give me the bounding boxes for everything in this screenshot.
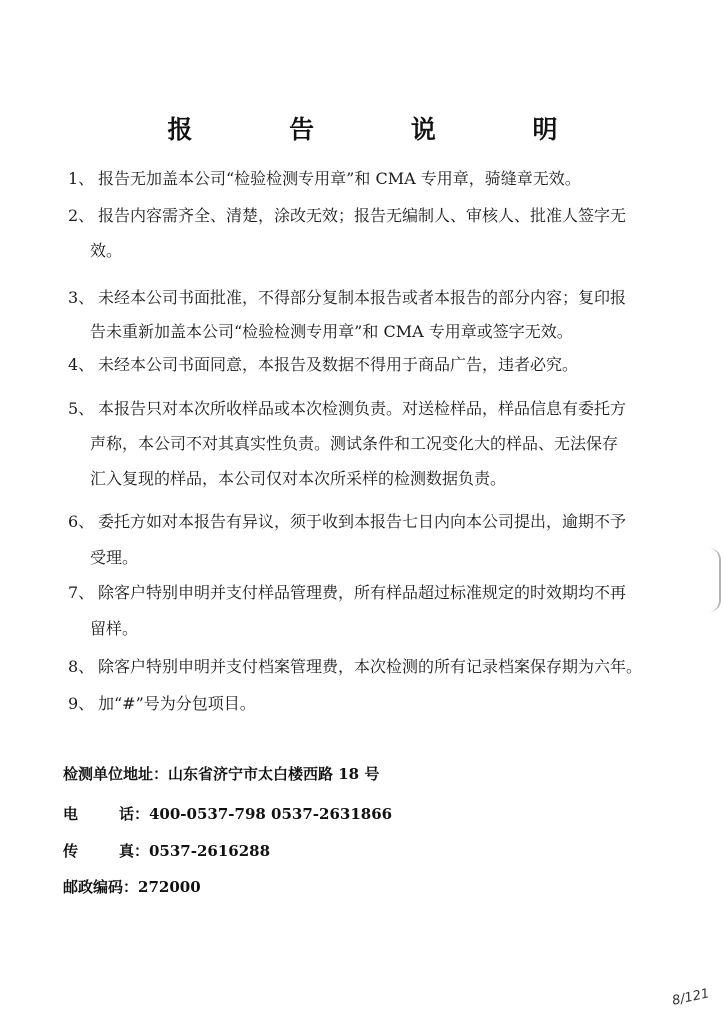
postcode-row [63, 876, 201, 898]
note-item-2 [68, 201, 668, 266]
note-number: 4、 [68, 355, 95, 374]
note-item-8 [68, 652, 668, 682]
address-value: 山东省济宁市太白楼西路 18 号 [168, 765, 380, 783]
note-line: 声称，本公司不对其真实性负责。测试条件和工况变化大的样品、无法保存 [90, 434, 619, 453]
note-item-9 [68, 689, 668, 719]
fax-value: 0537-2616288 [149, 842, 271, 860]
note-item-5 [68, 394, 668, 494]
note-number: 6、 [68, 512, 95, 531]
fax-row [63, 840, 270, 862]
address-row [63, 763, 379, 785]
note-line: 除客户特别申明并支付档案管理费，本次检测的所有记录档案保存期为六年。 [98, 657, 643, 676]
note-item-7 [68, 578, 668, 644]
phone-label [63, 803, 149, 825]
note-number: 3、 [68, 288, 95, 307]
note-line: 未经本公司书面批准，不得部分复制本报告或者本报告的部分内容；复印报 [98, 288, 627, 307]
fax-label-part: 传 [63, 842, 79, 860]
fax-label-part: 真： [118, 842, 149, 860]
phone-label-part: 话： [118, 805, 149, 823]
page-title: 报 告 说 明 [167, 115, 602, 144]
note-number: 1、 [68, 169, 95, 188]
address-label: 检测单位地址： [63, 765, 169, 783]
note-line: 受理。 [90, 548, 139, 567]
note-item-6 [68, 507, 668, 573]
postcode-value: 272000 [138, 878, 201, 896]
fax-label [63, 840, 149, 862]
note-line: 加“#”号为分包项目。 [98, 694, 256, 713]
note-number: 7、 [68, 583, 95, 602]
note-line: 除客户特别申明并支付样品管理费，所有样品超过标准规定的时效期均不再 [98, 583, 627, 602]
note-line: 告未重新加盖本公司“检验检测专用章”和 CMA 专用章或签字无效。 [90, 322, 573, 341]
note-item-4 [68, 350, 668, 380]
note-line: 委托方如对本报告有异议，须于收到本报告七日内向本公司提出，逾期不予 [98, 512, 627, 531]
note-number: 9、 [68, 694, 95, 713]
postcode-label: 邮政编码： [63, 878, 139, 896]
note-item-1 [68, 164, 668, 194]
note-line: 留样。 [90, 619, 139, 638]
note-line: 未经本公司书面同意，本报告及数据不得用于商品广告，违者必究。 [98, 355, 579, 374]
handwritten-page-number: 8/121 [670, 986, 711, 1009]
note-line: 报告无加盖本公司“检验检测专用章”和 CMA 专用章，骑缝章无效。 [98, 169, 581, 188]
note-number: 8、 [68, 657, 95, 676]
note-line: 本报告只对本次所收样品或本次检测负责。对送检样品，样品信息有委托方 [98, 399, 627, 418]
phone-row [63, 803, 392, 825]
phone-label-part: 电 [63, 805, 79, 823]
note-number: 2、 [68, 206, 95, 225]
note-item-3 [68, 283, 668, 347]
note-number: 5、 [68, 399, 95, 418]
note-line: 汇入复现的样品，本公司仅对本次所采样的检测数据负责。 [90, 469, 507, 488]
note-line: 报告内容需齐全、清楚，涂改无效；报告无编制人、审核人、批准人签字无 [98, 206, 627, 225]
phone-value: 400-0537-798 0537-2631866 [149, 805, 393, 823]
note-line: 效。 [90, 241, 123, 260]
binding-edge-mark [709, 548, 721, 612]
